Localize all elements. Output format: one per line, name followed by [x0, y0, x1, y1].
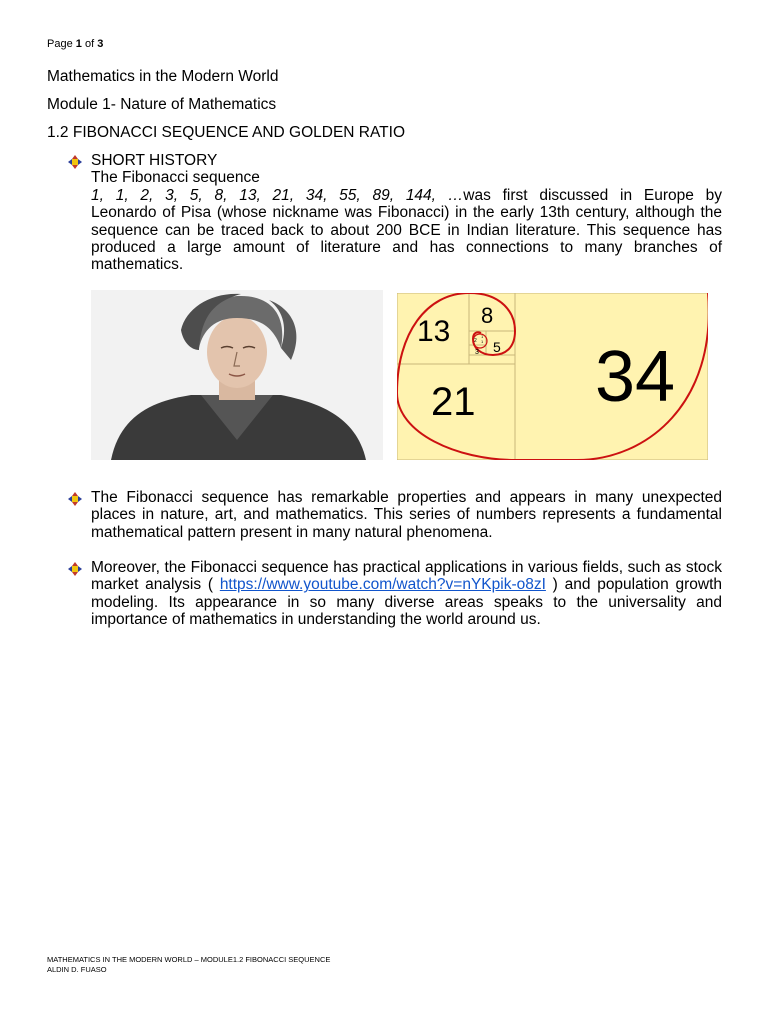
module-title: Module 1- Nature of Mathematics [47, 96, 277, 113]
page-footer [47, 955, 330, 974]
history-heading: SHORT HISTORY [91, 152, 218, 169]
fib-label-13: 13 [417, 315, 451, 348]
fib-label-2: 2 [474, 338, 477, 344]
footer-course-line: MATHEMATICS IN THE MODERN WORLD – MODULE1.2 FIBONACCI SEQUENCE [47, 955, 331, 964]
fib-label-21: 21 [431, 380, 476, 424]
short-history-block [91, 152, 722, 274]
history-subheading: The Fibonacci sequence [91, 169, 260, 187]
fib-label-8: 8 [481, 303, 494, 328]
fib-label-3: 3 [475, 349, 479, 356]
course-title: Mathematics in the Modern World [47, 68, 279, 85]
bullet-properties: The Fibonacci sequence has remarkable properties and appears in many unexpected places in nature, art, and mathematics. This series of numbers represents a fundamental mathematical pattern present in many natural phenomena. [91, 489, 722, 541]
fib-label-1b: 1 [481, 339, 484, 344]
page-number: Page 1 of 3 [47, 38, 104, 50]
footer-author: ALDIN D. FUASO [47, 964, 107, 974]
fib-label-5: 5 [493, 339, 501, 355]
bullet-arrow-icon [68, 492, 82, 506]
section-title: 1.2 FIBONACCI SEQUENCE AND GOLDEN RATIO [47, 124, 406, 141]
youtube-link[interactable]: https://www.youtube.com/watch?v=nYKpik-o8zI [219, 576, 546, 594]
bullet-arrow-icon [68, 562, 82, 576]
fibonacci-sequence-text: 1, 1, 2, 3, 5, 8, 13, 21, 34, 55, 89, 144, … [91, 186, 464, 204]
fibonacci-spiral-diagram [397, 293, 708, 460]
history-line1: 1, 1, 2, 3, 5, 8, 13, 21, 34, 55, 89, 144, …was first discussed in Europe by [91, 186, 723, 204]
fib-label-1a: 1 [481, 334, 484, 339]
bullet-applications: Moreover, the Fibonacci sequence has practical applications in various fields, such as stock market analysis ( https://www.youtube.com/watch?v=nYKpik-o8zI ) and population growth modeling. Its appearance in so many diverse areas speaks to the universality and importance of mathematics in understanding the world around us. [91, 559, 723, 629]
history-paragraph: Leonardo of Pisa (whose nickname was Fibonacci) in the early 13th century, although the sequence can be traced back to about 200 BCE in Indian literature. This sequence has produced a large amount of literature and has connections to many branches of mathematics. [91, 204, 722, 274]
fib-label-34: 34 [595, 337, 676, 417]
bullet-arrow-icon [68, 155, 82, 169]
fibonacci-portrait-image [91, 290, 383, 460]
